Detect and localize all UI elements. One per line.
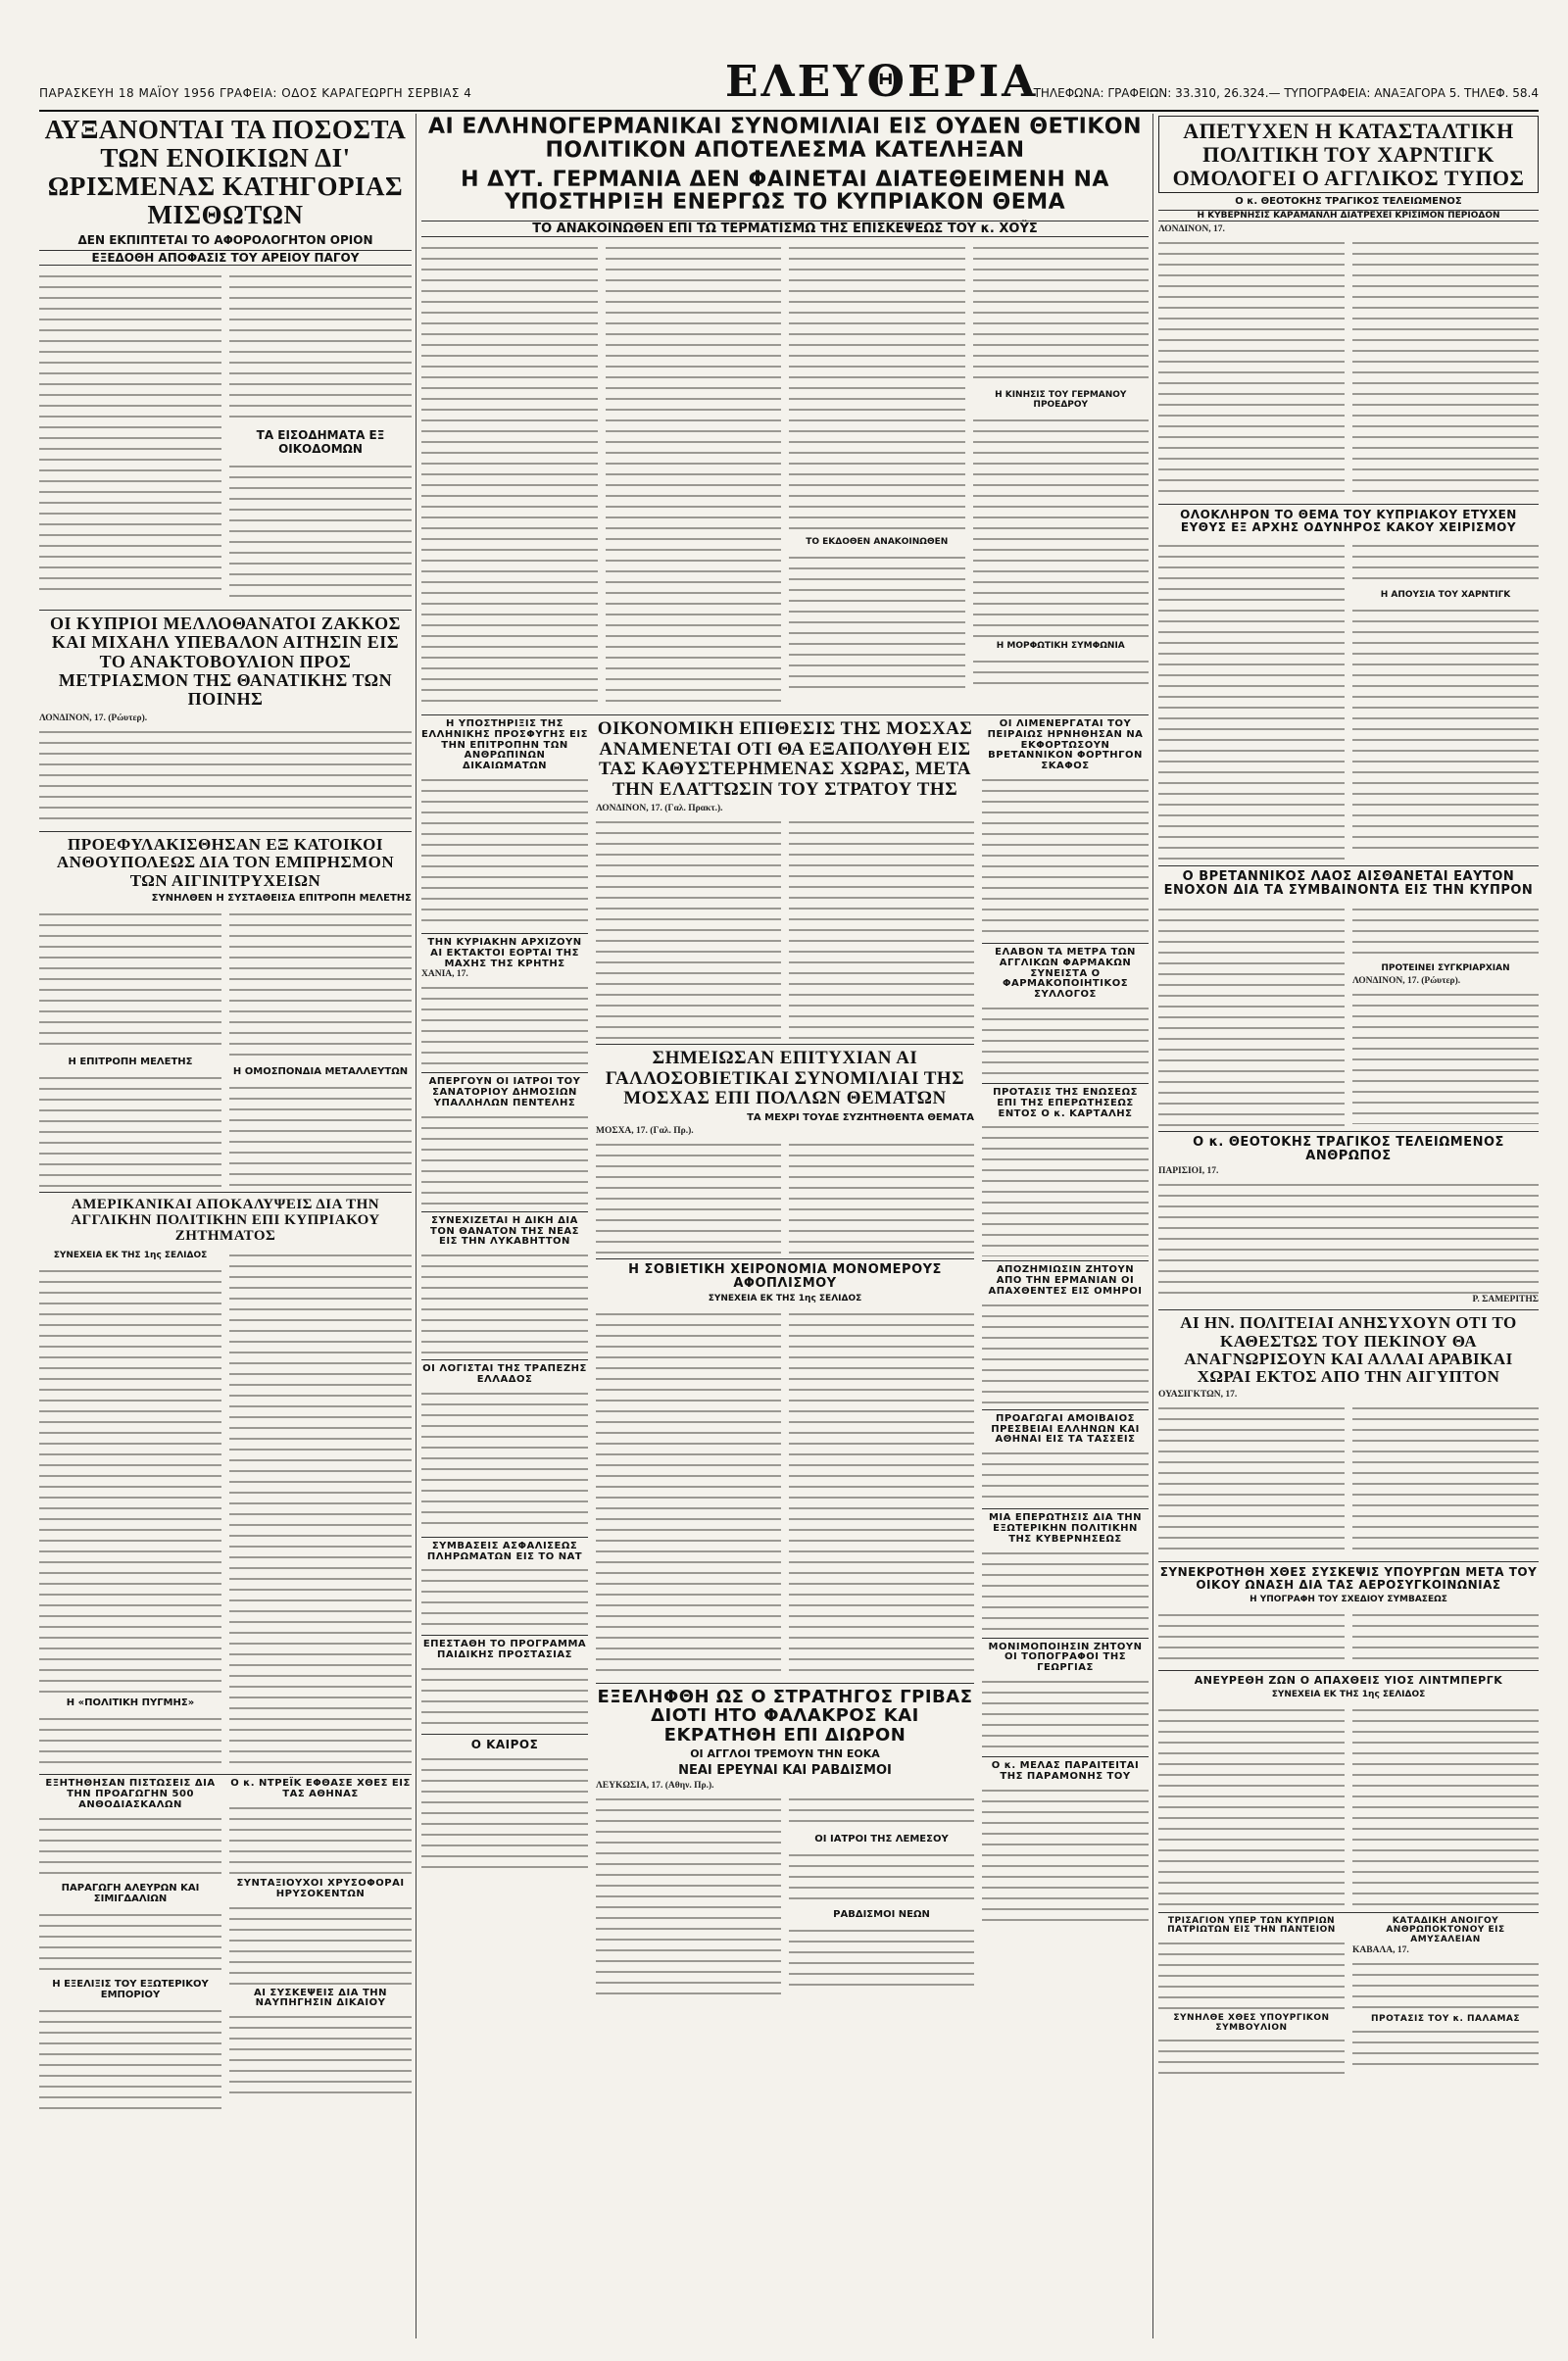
article-defense [1158, 1566, 1539, 1666]
article-body [229, 459, 412, 606]
article-body [421, 1248, 588, 1355]
article-zakkos [39, 615, 412, 827]
divider [39, 831, 412, 832]
article-hellenic-proposals [421, 719, 588, 929]
article-body [421, 1661, 588, 1730]
article-body [39, 1263, 221, 1695]
headline: Ο κ. ΘΕΟΤΟΚΗΣ ΤΡΑΓΙΚΟΣ ΤΕΛΕΙΩΜΕΝΟΣ ΑΝΘΡΩΠΟΣ [1193, 1135, 1504, 1164]
headline: ΣΥΝΗΛΘΕ ΧΘΕΣ ΥΠΟΥΡΓΙΚΟΝ ΣΥΜΒΟΥΛΙΟΝ [1173, 2012, 1330, 2033]
article-body [1352, 603, 1539, 858]
headline: Ο ΒΡΕΤΑΝΝΙΚΟΣ ΛΑΟΣ ΑΙΣΘΑΝΕΤΑΙ ΕΑΥΤΟΝ ΕΝΟΧΟΝ ΔΙΑ ΤΑ ΣΥΜΒΑΙΝΟΝΤΑ ΕΙΣ ΤΗΝ ΚΥΠΡΟΝ [1163, 869, 1534, 899]
subheadline: Ο κ. ΘΕΟΤΟΚΗΣ ΤΡΑΓΙΚΟΣ ΤΕΛΕΙΩΜΕΝΟΣ [1235, 196, 1462, 208]
masthead-date-address: ΠΑΡΑΣΚΕΥΗ 18 ΜΑΪΟΥ 1956 ΓΡΑΦΕΙΑ: ΟΔΟΣ ΚΑΡΑΓΕΩΡΓΗ ΣΕΡΒΙΑΣ 4 [39, 86, 472, 100]
article-body [973, 240, 1150, 387]
article-body [39, 1711, 221, 1770]
article-moscow-aid [596, 719, 974, 1040]
headline: ΑΙ ΣΥΣΚΕΨΕΙΣ ΔΙΑ ΤΗΝ ΝΑΥΠΗΓΗΣΙΝ ΔΙΚΑΙΟΥ [253, 1987, 388, 2009]
headline: Η ΔΥΤ. ΓΕΡΜΑΝΙΑ ΔΕΝ ΦΑΙΝΕΤΑΙ ΔΙΑΤΕΘΕΙΜΕΝΗ ΝΑ ΥΠΟΣΤΗΡΙΞΗ ΕΝΕΡΓΩΣ ΤΟ ΚΥΠΡΙΑΚΟΝ ΘΕΜΑ [461, 167, 1109, 216]
article-body [229, 1080, 412, 1188]
article-body [982, 1001, 1149, 1079]
article-body [789, 550, 965, 697]
subheadline: Η ΥΠΟΓΡΑΦΗ ΤΟΥ ΣΧΕΔΙΟΥ ΣΥΜΒΑΣΕΩΣ [1250, 1594, 1447, 1604]
divider [421, 714, 1149, 715]
inner-heading: ΡΑΒΔΙΣΜΟΙ ΝΕΩΝ [833, 1908, 930, 1920]
article-body [39, 724, 412, 827]
subheadline: ΟΙ ΑΓΓΛΟΙ ΤΡΕΜΟΥΝ ΤΗΝ ΕΟΚΑ [690, 1746, 880, 1760]
article-compensation [982, 1265, 1149, 1404]
article-foreign-policy [982, 1513, 1149, 1633]
article-body [1352, 902, 1539, 960]
article-insurance [421, 1542, 588, 1632]
headline: ΜΙΑ ΕΠΕΡΩΤΗΣΙΣ ΔΙΑ ΤΗΝ ΕΞΩΤΕΡΙΚΗΝ ΠΟΛΙΤΙΚΗΝ ΤΗΣ ΚΥΒΕΡΝΗΣΕΩΣ [988, 1512, 1143, 1545]
article-body [982, 1546, 1149, 1634]
article-body [1158, 1401, 1345, 1557]
article-body [1352, 1956, 1539, 2015]
headline: ΟΙ ΛΙΜΕΝΕΡΓΑΤΑΙ ΤΟΥ ΠΕΙΡΑΙΩΣ ΗΡΝΗΘΗΣΑΝ ΝΑ ΕΚΦΟΡΤΩΣΟΥΝ ΒΡΕΤΑΝΝΙΚΟΝ ΦΟΡΤΗΓΟΝ ΣΚΑΦΟΣ [987, 718, 1144, 772]
article-british-people [1158, 870, 1539, 1127]
headline: ΑΜΕΡΙΚΑΝΙΚΑΙ ΑΠΟΚΑΛΥΨΕΙΣ ΔΙΑ ΤΗΝ ΑΓΓΛΙΚΗΝ ΠΟΛΙΤΙΚΗΝ ΕΠΙ ΚΥΠΡΙΑΚΟΥ ΖΗΤΗΜΑΤΟΣ [71, 1196, 380, 1245]
article-body [1158, 1607, 1345, 1666]
headline: ΑΠΟΖΗΜΙΩΣΙΝ ΖΗΤΟΥΝ ΑΠΟ ΤΗΝ ΕΡΜΑΝΙΑΝ ΟΙ ΑΠΑΧΘΕΝΤΕΣ ΕΙΣ ΟΜΗΡΟΙ [988, 1264, 1143, 1297]
headline: ΣΗΜΕΙΩΣΑΝ ΕΠΙΤΥΧΙΑΝ ΑΙ ΓΑΛΛΟΣΟΒΙΕΤΙΚΑΙ ΣΥΝΟΜΙΛΙΑΙ ΤΗΣ ΜΟΣΧΑΣ ΕΠΙ ΠΟΛΛΩΝ ΘΕΜΑΤΩΝ [605, 1048, 965, 1109]
masthead-phones: ΤΗΛΕΦΩΝΑ: ΓΡΑΦΕΙΩΝ: 33.310, 26.324.— ΤΥΠΟΓΡΑΦΕΙΑ: ΑΝΑΞΑΓΟΡΑ 5. ΤΗΛΕΦ. 58.4 [1033, 86, 1539, 100]
article-medals [229, 1879, 412, 1989]
inner-heading: ΠΑΡΑΓΩΓΗ ΑΛΕΥΡΩΝ ΚΑΙ ΣΙΜΙΓΔΑΛΙΩΝ [61, 1882, 200, 1904]
masthead [39, 57, 1539, 108]
article-body [982, 1446, 1149, 1504]
headline: ΚΑΤΑΔΙΚΗ ΑΝΟΙΓΟΥ ΑΝΘΡΩΠΟΚΤΟΝΟΥ ΕΙΣ ΑΜΥΣΑΛΕΙΑΝ [1386, 1915, 1505, 1944]
article-body [789, 240, 965, 534]
article-body [421, 1562, 588, 1631]
headline: Η ΥΠΟΣΤΗΡΙΞΙΣ ΤΗΣ ΕΛΛΗΝΙΚΗΣ ΠΡΟΣΦΥΓΗΣ ΕΙΣ ΤΗΝ ΕΠΙΤΡΟΠΗΝ ΤΩΝ ΑΝΘΡΩΠΙΝΩΝ ΔΙΚΑΙΩΜΑΤΩΝ [421, 718, 588, 772]
signature: Ρ. ΣΑΜΕΡΙΤΗΣ [1472, 1295, 1539, 1305]
article-body [982, 1783, 1149, 1930]
article-melas [982, 1761, 1149, 1930]
subheadline: Η ΚΥΒΕΡΝΗΣΙΣ ΚΑΡΑΜΑΝΛΗ ΔΙΑΤΡΕΧΕΙ ΚΡΙΣΙΜΟΝ ΠΕΡΙΟΔΟΝ [1158, 210, 1539, 221]
masthead-rule [39, 110, 1539, 112]
article-body [39, 1811, 221, 1880]
headline: ΟΙ ΛΟΓΙΣΤΑΙ ΤΗΣ ΤΡΑΠΕΖΗΣ ΕΛΛΑΔΟΣ [422, 1363, 587, 1385]
headline: ΣΥΜΒΑΣΕΙΣ ΑΣΦΑΛΙΣΕΩΣ ΠΛΗΡΩΜΑΤΩΝ ΕΙΣ ΤΟ ΝΑΤ [426, 1540, 583, 1562]
article-rents [39, 116, 412, 606]
headline: ΣΥΝΕΧΙΖΕΤΑΙ Η ΔΙΚΗ ΔΙΑ ΤΟΝ ΘΑΝΑΤΟΝ ΤΗΣ ΝΕΑΣ ΕΙΣ ΤΗΝ ΛΥΚΑΒΗΤΤΟΝ [430, 1214, 579, 1248]
article-franco-soviet [596, 1049, 974, 1254]
headline: ΣΥΝΤΑΞΙΟΥΧΟΙ ΧΡΥΣΟΦΟΡΑΙ ΗΡΥΣΟΚΕΝΤΩΝ [236, 1878, 405, 1899]
article-peking [1158, 1314, 1539, 1556]
article-body [596, 1792, 781, 1997]
inner-heading: ΤΟ ΕΚΔΟΘΕΝ ΑΝΑΚΟΙΝΩΘΕΝ [806, 537, 949, 547]
subheadline: ΣΥΝΗΛΘΕΝ Η ΣΥΣΤΑΘΕΙΣΑ ΕΠΙΤΡΟΠΗ ΜΕΛΕΤΗΣ [151, 892, 412, 904]
subheadline: ΝΕΑΙ ΕΡΕΥΝΑΙ ΚΑΙ ΡΑΒΔΙΣΜΟΙ [678, 1762, 892, 1778]
article-ntreik [229, 1779, 412, 1879]
article-body [421, 1386, 588, 1533]
subheadline: ΔΕΝ ΕΚΠΙΠΤΕΤΑΙ ΤΟ ΑΦΟΡΟΛΟΓΗΤΟΝ ΟΡΙΟΝ [77, 232, 373, 247]
center-column [421, 116, 1149, 2340]
article-body [789, 1306, 974, 1679]
headline: ΑΠΕΡΓΟΥΝ ΟΙ ΙΑΤΡΟΙ ΤΟΥ ΣΑΝΑΤΟΡΙΟΥ ΔΗΜΟΣΙΩΝ ΥΠΑΛΛΗΛΩΝ ΠΕΝΤΕΛΗΣ [428, 1076, 581, 1108]
subheadline: ΤΑ ΜΕΧΡΙ ΤΟΥΔΕ ΣΥΖΗΤΗΘΕΝΤΑ ΘΕΜΑΤΑ [747, 1111, 974, 1123]
dateline: ΠΑΡΙΣΙΟΙ, 17. [1158, 1166, 1219, 1177]
article-body [982, 1298, 1149, 1405]
article-body [1158, 235, 1345, 500]
article-body [789, 814, 974, 1040]
article-body [596, 1306, 781, 1679]
dateline: ΛΟΝΔΙΝΟΝ, 17. (Ρώυτερ). [1352, 976, 1461, 987]
article-lindbergh [1158, 1675, 1539, 1908]
divider [39, 1192, 412, 1193]
headline: ΑΙ ΕΛΛΗΝΟΓΕΡΜΑΝΙΚΑΙ ΣΥΝΟΜΙΛΙΑΙ ΕΙΣ ΟΥΔΕΝ ΘΕΤΙΚΟΝ ΠΟΛΙΤΙΚΟΝ ΑΠΟΤΕΛΕΣΜΑ ΚΑΤΕΛΗΞΑΝ [427, 116, 1143, 163]
headline: Ο ΚΑΙΡΟΣ [470, 1737, 539, 1751]
article-body [1352, 538, 1539, 587]
divider [39, 610, 412, 611]
article-pentelis [421, 1077, 588, 1206]
article-body [229, 269, 412, 425]
article-body [982, 1119, 1149, 1256]
subheadline: ΕΞΕΔΟΘΗ ΑΠΟΦΑΣΙΣ ΤΟΥ ΑΡΕΙΟΥ ΠΑΓΟΥ [39, 250, 412, 266]
article-body [596, 814, 781, 1040]
article-body [1158, 1177, 1539, 1295]
article-palamas [1352, 2015, 1539, 2074]
article-kartalis [982, 1088, 1149, 1256]
article-children [421, 1640, 588, 1730]
inner-heading: Η ΜΟΡΦΩΤΙΚΗ ΣΥΜΦΩΝΙΑ [996, 641, 1125, 651]
article-body [229, 1900, 412, 1989]
article-eks-meetings [229, 1989, 412, 2098]
dateline: ΟΥΑΣΙΓΚΤΩΝ, 17. [1158, 1389, 1238, 1400]
dateline: ΧΑΝΙΑ, 17. [421, 969, 468, 980]
headline: ΠΡΟΕΦΥΛΑΚΙΣΘΗΣΑΝ ΕΞ ΚΑΤΟΙΚΟΙ ΑΝΘΟΥΠΟΛΕΩΣ ΔΙΑ ΤΟΝ ΕΜΠΡΗΣΜΟΝ ΤΩΝ ΑΙΓΙΝΙΤΡΥΧΕΙΩΝ [56, 834, 395, 890]
right-column [1158, 116, 1539, 2340]
dateline: ΛΟΝΔΙΝΟΝ, 17. (Ρώυτερ). [39, 713, 148, 723]
inner-heading: Η ΕΞΕΛΙΞΙΣ ΤΟΥ ΕΞΩΤΕΡΙΚΟΥ ΕΜΠΟΡΙΟΥ [52, 1978, 209, 2000]
dateline: ΛΕΥΚΩΣΙΑ, 17. (Αθην. Πρ.). [596, 1780, 714, 1791]
headline: ΟΙ ΚΥΠΡΙΟΙ ΜΕΛΛΟΘΑΝΑΤΟΙ ΖΑΚΚΟΣ ΚΑΙ ΜΙΧΑΗΛ ΥΠΕΒΑΛΟΝ ΑΙΤΗΣΙΝ ΕΙΣ ΤΟ ΑΝΑΚΤΟΒΟΥΛΙΟΝ ΠΡΟΣ ΜΕΤΡΙΑΣΜΟΝ ΤΗΣ ΘΑΝΑΤΙΚΗΣ ΤΩΝ ΠΟΙΝΗΣ [50, 613, 401, 710]
column-divider [1152, 114, 1153, 2338]
article-cyprus-whole [1158, 509, 1539, 861]
headline: ΠΡΟΤΑΣΙΣ ΤΗΣ ΕΝΩΣΕΩΣ ΕΠΙ ΤΗΣ ΕΠΕΡΩΤΗΣΕΩΣ ΕΝΤΟΣ Ο κ. ΚΑΡΤΑΛΗΣ [993, 1086, 1138, 1119]
headline: ΜΟΝΙΜΟΠΟΙΗΣΙΝ ΖΗΤΟΥΝ ΟΙ ΤΟΠΟΓΡΑΦΟΙ ΤΗΣ ΓΕΩΡΓΙΑΣ [988, 1641, 1143, 1674]
inner-heading: ΤΑ ΕΙΣΟΔΗΜΑΤΑ ΕΞ ΟΙΚΟΔΟΜΩΝ [256, 427, 385, 456]
headline: ΠΡΟΤΑΣΙΣ ΤΟΥ κ. ΠΑΛΑΜΑΣ [1370, 2013, 1521, 2024]
article-promotions [982, 1414, 1149, 1504]
article-body [596, 1137, 781, 1254]
headline: ΤΡΙΣΑΓΙΟΝ ΥΠΕΡ ΤΩΝ ΚΥΠΡΙΩΝ ΠΑΤΡΙΩΤΩΝ ΕΙΣ ΤΗΝ ΠΑΝΤΕΙΟΝ [1167, 1915, 1336, 1936]
article-body [1352, 987, 1539, 1124]
inner-heading: Η ΟΜΟΣΠΟΝΔΙΑ ΜΕΤΑΛΛΕΥΤΩΝ [232, 1065, 409, 1077]
article-theotokis [1158, 1136, 1539, 1305]
article-grivas [596, 1688, 974, 1997]
article-body [982, 1674, 1149, 1752]
headline: ΟΙΚΟΝΟΜΙΚΗ ΕΠΙΘΕΣΙΣ ΤΗΣ ΜΟΣΧΑΣ ΑΝΑΜΕΝΕΤΑΙ ΟΤΙ ΘΑ ΕΞΑΠΟΛΥΘΗ ΕΙΣ ΤΑΣ ΚΑΘΥΣΤΕΡΗΜΕΝΑΣ ΧΩΡΑΣ, ΜΕΤΑ ΤΗΝ ΕΛΑΤΤΩΣΙΝ ΤΟΥ ΣΤΡΑΤΟΥ ΤΗΣ [597, 718, 973, 800]
headline: Ο κ. ΜΕΛΑΣ ΠΑΡΑΙΤΕΙΤΑΙ ΤΗΣ ΠΑΡΑΜΟΝΗΣ ΤΟΥ [991, 1759, 1140, 1782]
article-body [421, 980, 588, 1068]
headline: ΕΞΗΤΗΘΗΣΑΝ ΠΙΣΤΩΣΕΙΣ ΔΙΑ ΤΗΝ ΠΡΟΑΓΩΓΗΝ 500 ΑΝΘΟΔΙΑΣΚΑΛΩΝ [45, 1778, 216, 1811]
article-body [1352, 1401, 1539, 1557]
divider [39, 1774, 412, 1775]
headline: Η ΣΟΒΙΕΤΙΚΗ ΧΕΙΡΟΝΟΜΙΑ ΜΟΝΟΜΕΡΟΥΣ ΑΦΟΠΛΙΣΜΟΥ [628, 1261, 942, 1291]
article-body [1158, 2033, 1345, 2082]
inner-heading: ΟΙ ΙΑΤΡΟΙ ΤΗΣ ΛΕΜΕΣΟΥ [814, 1833, 949, 1845]
article-arrests [39, 836, 412, 1188]
article-body [789, 1847, 974, 1906]
article-trial [421, 1216, 588, 1355]
article-credits [39, 1779, 221, 2110]
headline: ΑΥΞΑΝΟΝΤΑΙ ΤΑ ΠΟΣΟΣΤΑ ΤΩΝ ΕΝΟΙΚΙΩΝ ΔΙ' ΩΡΙΣΜΕΝΑΣ ΚΑΤΗΓΟΡΙΑΣ ΜΙΣΘΩΤΩΝ [44, 116, 407, 230]
headline: ΟΛΟΚΛΗΡΟΝ ΤΟ ΘΕΜΑ ΤΟΥ ΚΥΠΡΙΑΚΟΥ ΕΤΥΧΕΝ ΕΥΘΥΣ ΕΞ ΑΡΧΗΣ ΟΔΥΝΗΡΟΣ ΚΑΚΟΥ ΧΕΙΡΙΣΜΟΥ [1180, 508, 1517, 535]
article-body [1352, 1702, 1539, 1908]
article-pharmacists [982, 948, 1149, 1079]
continuation-note: ΣΥΝΕΧΕΙΑ ΕΚ ΤΗΣ 1ης ΣΕΛΙΔΟΣ [708, 1293, 862, 1303]
article-body [421, 1109, 588, 1207]
newspaper-title: ΕΛΕΥΘΕΡΙΑ [725, 57, 1039, 107]
dateline: ΜΟΣΧΑ, 17. (Γαλ. Πρ.). [596, 1125, 694, 1136]
article-body [421, 772, 588, 929]
article-body [39, 2003, 221, 2111]
article-body [1158, 538, 1345, 861]
article-auditors [421, 1364, 588, 1533]
inner-heading: Η «ΠΟΛΙΤΙΚΗ ΠΥΓΜΗΣ» [66, 1697, 195, 1709]
article-disarmament [596, 1263, 974, 1679]
article-body [1352, 235, 1539, 500]
article-body [421, 1751, 588, 1869]
article-american [39, 1197, 412, 1771]
headline: ΕΞΕΛΗΦΘΗ ΩΣ Ο ΣΤΡΑΤΗΓΟΣ ΓΡΙΒΑΣ ΔΙΟΤΙ ΗΤΟ ΦΑΛΑΚΡΟΣ ΚΑΙ ΕΚΡΑΤΗΘΗ ΕΠΙ ΔΙΩΡΟΝ [597, 1686, 973, 1746]
continuation-note: ΣΥΝΕΧΕΙΑ ΕΚ ΤΗΣ 1ης ΣΕΛΙΔΟΣ [1271, 1689, 1426, 1699]
article-body [39, 1070, 221, 1188]
headline: ΑΝΕΥΡΕΘΗ ΖΩΝ Ο ΑΠΑΧΘΕΙΣ ΥΙΟΣ ΛΙΝΤΜΠΕΡΓΚ [1194, 1673, 1503, 1687]
continuation-note: ΣΥΝΕΧΕΙΑ ΕΚ ΤΗΣ 1ης ΣΕΛΙΔΟΣ [53, 1251, 208, 1261]
article-weather [421, 1739, 588, 1869]
inner-heading: ΠΡΟΤΕΙΝΕΙ ΣΥΓΚΡΙΑΡΧΙΑΝ [1381, 963, 1510, 974]
headline: ΠΡΟΑΓΩΓΑΙ ΑΜΟΙΒΑΙΟΣ ΠΡΕΣΒΕΙΑΙ ΕΛΛΗΝΩΝ ΚΑΙ ΑΘΗΝΑΙ ΕΙΣ ΤΑ ΤΑΣΣΕΙΣ [991, 1412, 1140, 1446]
headline: ΕΛΑΒΟΝ ΤΑ ΜΕΤΡΑ ΤΩΝ ΑΓΓΛΙΚΩΝ ΦΑΡΜΑΚΩΝ ΣΥΝΕΙΣΤΑ Ο ΦΑΡΜΑΚΟΠΟΙΗΤΙΚΟΣ ΣΥΛΛΟΓΟΣ [995, 946, 1136, 1001]
headline: Ο κ. ΝΤΡΕΪΚ ΕΦΘΑΣΕ ΧΘΕΣ ΕΙΣ ΤΑΣ ΑΘΗΝΑΣ [230, 1778, 411, 1800]
article-body [229, 1248, 412, 1767]
article-body [973, 413, 1150, 638]
article-body [982, 772, 1149, 939]
dateline: ΚΑΒΑΛΑ, 17. [1352, 1944, 1409, 1955]
headline: ΑΙ ΗΝ. ΠΟΛΙΤΕΙΑΙ ΑΝΗΣΥΧΟΥΝ ΟΤΙ ΤΟ ΚΑΘΕΣΤΩΣ ΤΟΥ ΠΕΚΙΝΟΥ ΘΑ ΑΝΑΓΝΩΡΙΣΟΥΝ ΚΑΙ ΑΛΛΑΙ ΑΡΑΒΙΚΑΙ ΧΩΡΑΙ ΕΚΤΟΣ ΑΠΟ ΤΗΝ ΑΙΓΥΠΤΟΝ [1180, 1313, 1517, 1387]
article-body [229, 2009, 412, 2097]
article-body [606, 240, 782, 711]
left-column [39, 116, 412, 2340]
headline: ΑΠΕΤΥΧΕΝ Η ΚΑΤΑΣΤΑΛΤΙΚΗ ΠΟΛΙΤΙΚΗ ΤΟΥ ΧΑΡΝΤΙΓΚ ΟΜΟΛΟΓΕΙ Ο ΑΓΓΛΙΚΟΣ ΤΥΠΟΣ [1172, 119, 1525, 190]
article-body [1158, 1936, 1345, 2014]
article-body [789, 1137, 974, 1254]
article-body [1352, 1607, 1539, 1666]
headline: ΣΥΝΕΚΡΟΤΗΘΗ ΧΘΕΣ ΣΥΣΚΕΨΙΣ ΥΠΟΥΡΓΩΝ ΜΕΤΑ ΤΟΥ ΟΙΚΟΥ ΩΝΑΣΗ ΔΙΑ ΤΑΣ ΑΕΡΟΣΥΓΚΟΙΝΩΝΙΑΣ [1159, 1564, 1538, 1592]
headline: ΤΗΝ ΚΥΡΙΑΚΗΝ ΑΡΧΙΖΟΥΝ ΑΙ ΕΚΤΑΚΤΟΙ ΕΟΡΤΑΙ ΤΗΣ ΜΑΧΗΣ ΤΗΣ ΚΡΗΤΗΣ [427, 936, 582, 969]
inner-heading: Η ΑΠΟΥΣΙΑ ΤΟΥ ΧΑΡΝΤΙΓΚ [1380, 590, 1511, 601]
inner-heading: Η ΚΙΝΗΣΙΣ ΤΟΥ ΓΕΡΜΑΝΟΥ ΠΡΟΕΔΡΟΥ [995, 390, 1127, 410]
article-piraeus [982, 719, 1149, 939]
article-body [1352, 2024, 1539, 2073]
dateline: ΛΟΝΔΙΝΟΝ, 17. (Γαλ. Πρακτ.). [596, 804, 723, 814]
article-greek-german [421, 116, 1149, 711]
article-body [1158, 902, 1345, 1127]
article-body [39, 1907, 221, 1976]
article-harding [1158, 116, 1539, 193]
article-body [421, 240, 598, 711]
subheadline: ΤΟ ΑΝΑΚΟΙΝΩΘΕΝ ΕΠΙ ΤΩ ΤΕΡΜΑΤΙΣΜΩ ΤΗΣ ΕΠΙΣΚΕΨΕΩΣ ΤΟΥ κ. ΧΟΫΣ [421, 221, 1149, 237]
article-photographers [982, 1643, 1149, 1752]
article-crete [421, 938, 588, 1068]
headline: ΕΠΕΣΤΑΘΗ ΤΟ ΠΡΟΓΡΑΜΜΑ ΠΑΙΔΙΚΗΣ ΠΡΟΣΤΑΣΙΑΣ [422, 1639, 587, 1661]
article-memorial [1158, 1917, 1345, 2014]
article-body [229, 907, 412, 1063]
article-body [39, 907, 221, 1054]
inner-heading: Η ΕΠΙΤΡΟΠΗ ΜΕΛΕΤΗΣ [68, 1056, 193, 1067]
article-body [1158, 1702, 1345, 1908]
article-body [789, 1923, 974, 1992]
article-body [789, 1792, 974, 1831]
article-cabinet [1158, 2014, 1345, 2082]
article-arrest-kavala [1352, 1917, 1539, 2015]
article-body [39, 269, 221, 592]
article-body [229, 1800, 412, 1879]
dateline: ΛΟΝΔΙΝΟΝ, 17. [1158, 224, 1225, 235]
article-body [973, 654, 1150, 693]
